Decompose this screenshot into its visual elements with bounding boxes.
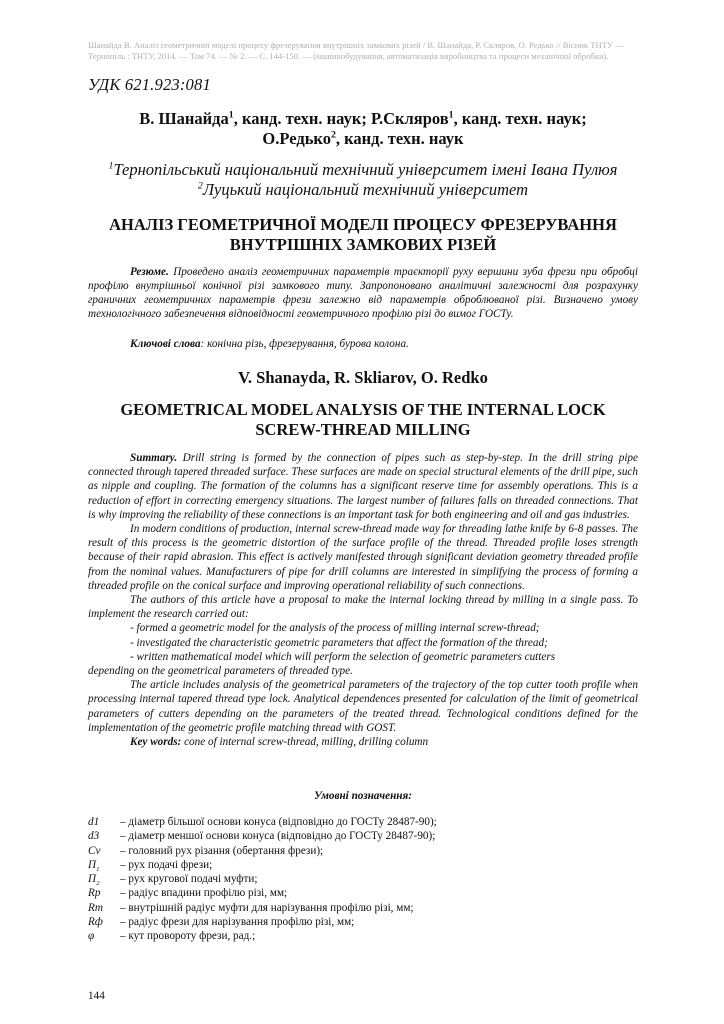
affiliation-2: Луцький національний технічний університет	[202, 180, 529, 199]
abstract-ua-label: Резюме.	[130, 266, 169, 278]
udc-code: УДК 621.923:081	[88, 75, 211, 94]
author-1-sup: 1	[228, 109, 234, 121]
notation-definition: – радіус впадини профілю різі, мм;	[120, 887, 288, 900]
summary-paragraph-4: The article includes analysis of the geometrical parameters of the trajectory of the top cutter tooth profile when processing internal tapered thread type lock. Analytical dependences presented for calculation of the limit of geometrical parameters of cutters depending on the parameters of the treated thread. Technological conditions defined for the implementation of the geometric profile matching thread with GOST.	[88, 679, 638, 734]
notation-title: Умовні позначення:	[313, 790, 413, 802]
notation-row	[88, 844, 638, 858]
keywords-ua-text: : конічна різь, фрезерування, бурова колона.	[200, 338, 409, 350]
title-en-line-1: GEOMETRICAL MODEL ANALYSIS OF THE INTERNAL LOCK	[120, 400, 606, 419]
notation-definition: – рух подачі фрези;	[120, 858, 213, 871]
summary-paragraph-2: In modern conditions of production, internal screw-thread made way for threading lathe knife by 6-8 passes. The result of this process is the geometric distortion of the surface profile of the thread. Threaded profile loses strength because of their rapid abrasion. This effect is actively manifested through significant deviation geometry threaded profile from the nominal values. Manufacturers of pipe for drill columns are interested in simplifying the process of forming a threaded profile on the conical surface and improving operational reliability of such connections.	[88, 523, 638, 592]
author-3-name: О.Редько	[262, 129, 331, 148]
keywords-ua	[88, 337, 638, 351]
keywords-en-label: Key words:	[130, 736, 182, 749]
summary-paragraph-1	[88, 451, 638, 522]
notation-symbol: Rр	[88, 887, 101, 900]
title-ua-line-1: АНАЛІЗ ГЕОМЕТРИЧНОЇ МОДЕЛІ ПРОЦЕСУ ФРЕЗЕРУВАННЯ	[109, 215, 617, 234]
authors-ua	[88, 109, 638, 149]
authors-en: V. Shanayda, R. Skliarov, O. Redko	[238, 368, 488, 387]
title-en-line-2: SCREW-THREAD MILLING	[255, 420, 471, 439]
summary-en	[88, 451, 638, 749]
author-2-degree: , канд. техн. наук;	[453, 109, 587, 128]
summary-label: Summary.	[130, 452, 178, 464]
summary-list-item-2: - investigated the characteristic geometric parameters that affect the formation of the thread;	[130, 636, 548, 649]
author-1-degree: , канд. техн. наук;	[233, 109, 371, 128]
keywords-en-text: cone of internal screw-thread, milling, drilling column	[181, 736, 429, 749]
title-ua-line-2: ВНУТРІШНІХ ЗАМКОВИХ РІЗЕЙ	[229, 235, 497, 254]
summary-keywords	[88, 735, 638, 749]
notation-row	[88, 886, 638, 900]
summary-list-item-3-cont: depending on the geometrical parameters of threaded type.	[88, 665, 353, 678]
affiliation-1: Тернопільський національний технічний університет імені Івана Пулюя	[113, 160, 618, 179]
summary-p1-text: Drill string is formed by the connection of pipes such as step-by-step. In the drill string pipe connected through tapered threaded surface. These surfaces are made on special structural elements of the drill pipe, such as nipple and coupling. The formation of the columns has a significant reserve time for assembly operations. This is a reduction of effort in correcting emergency situations. The largest number of failures falls on threaded connections. That is why improving the reliability of these connections is an important task for both engineering and oil and gas industries.	[88, 452, 638, 521]
author-1-name: В. Шанайда	[139, 109, 229, 128]
notation-definition: – головний рух різання (обертання фрези);	[120, 844, 324, 857]
notation-symbol: d3	[88, 830, 100, 843]
notation-row	[88, 829, 638, 843]
notation-row	[88, 858, 638, 872]
notation-symbol: Rф	[88, 916, 103, 929]
author-3-sup: 2	[330, 129, 336, 141]
page-number: 144	[88, 990, 105, 1002]
notation-row	[88, 872, 638, 886]
notation-definition: – кут провороту фрези, рад.;	[120, 930, 256, 943]
notation-definition: – діаметр більшої основи конуса (відповідно до ГОСТу 28487-90);	[120, 816, 437, 828]
notation-definition: – рух кругової подачі муфти;	[120, 873, 258, 886]
notation-row	[88, 815, 638, 829]
notation-row	[88, 915, 638, 929]
header-citation: Шанайда В. Аналіз геометричної моделі процесу фрезерування внутрішніх замкових різей / В. Шанайда, Р. Скляров, О. Редько // Вісник ТНТУ — Тернопіль : ТНТУ, 2014. — Том 74. — № 2. — С. 144-150. — (машинобудування, автоматизація виробництва та процеси механічної обробки).	[88, 40, 624, 61]
author-3-degree: , канд. техн. наук	[335, 129, 464, 148]
affiliation-1-sup: 1	[108, 160, 114, 172]
title-en	[88, 400, 638, 440]
notation-list	[88, 815, 638, 944]
notation-symbol: Rm	[88, 901, 103, 914]
notation-definition: – діаметр меншої основи конуса (відповідно до ГОСТу 28487-90);	[120, 830, 436, 843]
summary-list-item-1: - formed a geometric model for the analysis of the process of milling internal screw-thread;	[130, 622, 540, 635]
notation-row	[88, 901, 638, 915]
notation-symbol: $П_1$	[88, 858, 100, 874]
notation-symbol: φ	[88, 930, 95, 943]
affiliation-2-sup: 2	[197, 180, 203, 192]
affiliations	[88, 160, 638, 200]
notation-symbol: d1	[88, 816, 100, 828]
summary-list-item-3: - written mathematical model which will perform the selection of geometric parameters cutters	[130, 650, 556, 663]
notation-symbol: Cv	[88, 844, 101, 857]
notation-definition: – радіус фрези для нарізування профілю різі, мм;	[120, 916, 355, 929]
notation-definition: – внутрішній радіус муфти для нарізування профілю різі, мм;	[120, 901, 414, 914]
keywords-ua-label: Ключові слова	[130, 338, 201, 350]
summary-paragraph-3: The authors of this article have a proposal to make the internal locking thread by milling in a single pass. To implement the research carried out:	[88, 594, 638, 621]
notation-row	[88, 929, 638, 943]
abstract-ua-text: Проведено аналіз геометричних параметрів траєкторії руху вершини зуба фрези при обробці профілю внутрішньої конічної різі замкового типу. Запропоновано аналітичні залежності для розрахунку граничних геометричних параметрів фрези залежно від параметрів оброблюваної різі. Визначено умову технологічного забезпечення відповідності геометричного профілю різі до вимог ГОСТу.	[88, 266, 638, 320]
author-2-sup: 1	[448, 109, 454, 121]
author-2-name: Р.Скляров	[370, 109, 449, 128]
notation-symbol: $П_2$	[88, 873, 100, 888]
abstract-ua	[88, 265, 638, 321]
title-ua	[88, 215, 638, 255]
